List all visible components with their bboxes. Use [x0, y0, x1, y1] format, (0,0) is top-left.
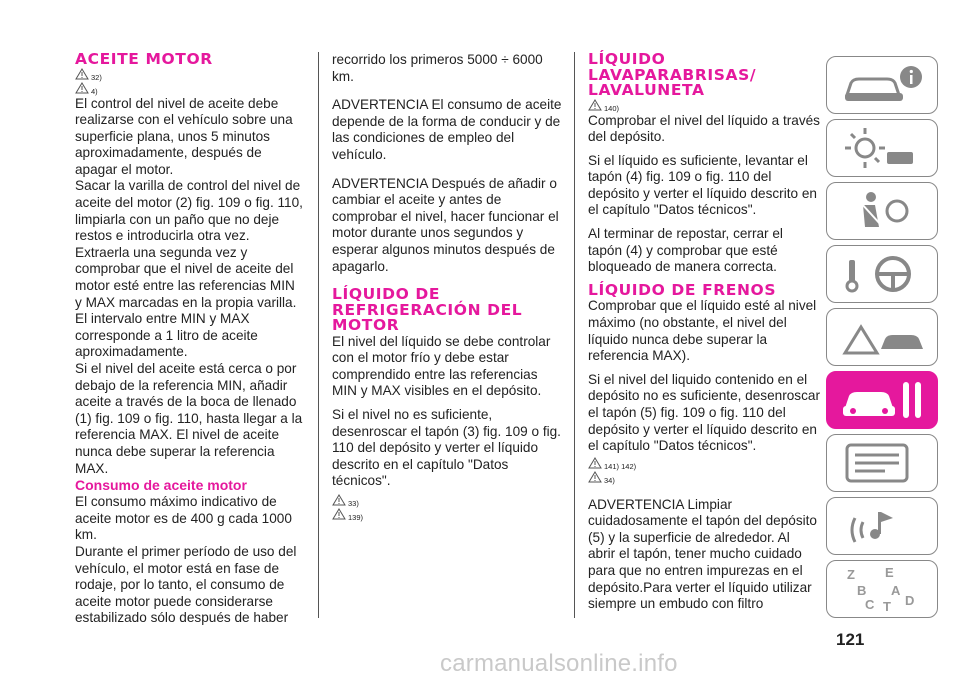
svg-text:C: C	[865, 597, 875, 612]
paragraph: ADVERTENCIA Después de añadir o cambiar el aceite y antes de comprobar el nivel, hacer funcionar el motor durante unos segundos y esperar algunos minutos después de apagarlo.	[332, 175, 559, 274]
warning-ref: 33)	[332, 494, 564, 508]
car-info-icon	[835, 61, 931, 109]
warning-ref: 141) 142)	[588, 457, 820, 471]
svg-text:E: E	[885, 565, 894, 580]
caution-triangle-icon	[75, 82, 89, 94]
section-title-aceite-motor: ACEITE MOTOR	[75, 50, 213, 68]
warning-triangle-icon	[588, 457, 602, 469]
tab-specifications[interactable]	[826, 434, 938, 492]
warning-ref: 139)	[332, 508, 564, 522]
column-divider	[574, 52, 575, 618]
svg-text:B: B	[857, 583, 867, 598]
section-title-refrigeracion: LÍQUIDO DE REFRIGERACIÓN DEL MOTOR	[332, 285, 523, 335]
column-2	[332, 52, 564, 522]
paragraph: El consumo máximo indicativo de aceite motor es de 400 g cada 1000 km.	[75, 494, 292, 543]
paragraph: recorrido los primeros 5000 ÷ 6000 km.	[332, 52, 543, 84]
tab-starting-driving[interactable]	[826, 245, 938, 303]
watermark: carmanualsonline.info	[440, 650, 678, 677]
tab-emergency[interactable]	[826, 308, 938, 366]
column-divider	[318, 52, 319, 618]
caution-ref: 34)	[588, 471, 820, 485]
paragraph: El intervalo entre MIN y MAX corresponde a 1 litro de aceite aproximadamente.	[75, 311, 258, 360]
paragraph: El nivel del líquido se debe controlar con el motor frío y debe estar comprendido entre las referencias MIN y MAX visibles en el depósito.	[332, 333, 551, 399]
svg-text:D: D	[905, 593, 915, 608]
tab-multimedia[interactable]	[826, 497, 938, 555]
paragraph: ADVERTENCIA El consumo de aceite depende de la forma de conducir y de las condiciones de empleo del vehículo.	[332, 97, 562, 162]
warning-triangle-icon	[75, 68, 89, 80]
airbag-seatbelt-icon	[835, 187, 931, 235]
caution-ref: 4)	[75, 82, 303, 96]
tab-warning-lights[interactable]	[826, 119, 938, 177]
warning-lights-icon	[835, 124, 931, 172]
page-number: 121	[836, 630, 865, 649]
column-1	[75, 52, 303, 627]
paragraph: Si el nivel no es suficiente, desenroscar el tapón (3) fig. 109 o fig. 110 del depósito y verter el líquido descrito en el capítulo "Datos técnicos".	[332, 407, 561, 489]
paragraph: Si el líquido es suficiente, levantar el tapón (4) fig. 109 o fig. 110 del depósito y verter el líquido descrito en el capítulo "Datos técnicos".	[588, 152, 817, 218]
warning-triangle-icon	[588, 99, 602, 111]
paragraph: Durante el primer período de uso del vehículo, el motor está en fase de rodaje, por lo tanto, el consumo de aceite motor puede considerarse estabilizado sólo después de haber	[75, 543, 297, 626]
paragraph: Si el nivel del liquido contenido en el depósito no es suficiente, desenroscar el tapón (5) fig. 109 o fig. 110 del depósito y verter el líquido descrito en el capítulo "Datos técnicos".	[588, 371, 820, 454]
car-maintenance-icon	[835, 376, 931, 424]
steering-key-icon	[835, 250, 931, 298]
section-title-lavaparabrisas: LÍQUIDO LAVAPARABRISAS/ LAVALUNETA	[588, 50, 757, 99]
multimedia-icon	[835, 502, 931, 550]
tab-index[interactable]	[826, 560, 938, 618]
tab-safety[interactable]	[826, 182, 938, 240]
caution-triangle-icon	[332, 494, 346, 506]
paragraph: Sacar la varilla de control del nivel de aceite del motor (2) fig. 109 o fig. 110, limpiarla con un paño que no deje restos e introducirla otra vez. Extraerla una segunda vez y comprobar que el nivel de aceite del motor esté entre las referencias MIN y MAX marcadas en la propia varilla.	[75, 178, 303, 310]
warning-triangle-icon	[332, 508, 346, 520]
svg-text:A: A	[891, 583, 901, 598]
warning-ref: 140)	[588, 99, 820, 113]
road-warning-icon	[835, 313, 931, 361]
section-title-frenos: LÍQUIDO DE FRENOS	[588, 280, 777, 299]
svg-text:T: T	[883, 599, 891, 613]
subsection-title: Consumo de aceite motor	[75, 477, 247, 494]
paragraph: El control del nivel de aceite debe realizarse con el vehículo sobre una superficie plana, unos 5 minutos aproximadamente, después de apagar el motor.	[75, 95, 293, 177]
tab-car-info[interactable]	[826, 56, 938, 114]
paragraph: Comprobar que el líquido esté al nivel máximo (no obstante, el nivel del líquido nunca debe superar la referencia MAX).	[588, 298, 817, 364]
tab-maintenance[interactable]	[826, 371, 938, 429]
caution-triangle-icon	[588, 471, 602, 483]
paragraph: Al terminar de repostar, cerrar el tapón (4) y comprobar que esté bloqueado de manera correcta.	[588, 226, 783, 275]
paragraph: Comprobar el nivel del líquido a través del depósito.	[588, 112, 820, 145]
warning-ref: 32)	[75, 68, 303, 82]
svg-text:Z: Z	[847, 567, 855, 582]
paragraph: Si el nivel del aceite está cerca o por debajo de la referencia MIN, añadir aceite a través de la boca de llenado (1) fig. 109 o fig. 110, hasta llegar a la referencia MAX. El nivel de aceite nunca debe superar la referencia MAX.	[75, 361, 303, 476]
paragraph: ADVERTENCIA Limpiar cuidadosamente el tapón del depósito (5) y la superficie de alrededor. Al abrir el tapón, tener mucho cuidado para que no entren impurezas en el depósito.Para verter el líquido utilizar siempre un embudo con filtro	[588, 496, 817, 612]
column-3	[588, 52, 820, 613]
specifications-icon	[835, 439, 931, 487]
index-letters-icon	[835, 565, 931, 613]
